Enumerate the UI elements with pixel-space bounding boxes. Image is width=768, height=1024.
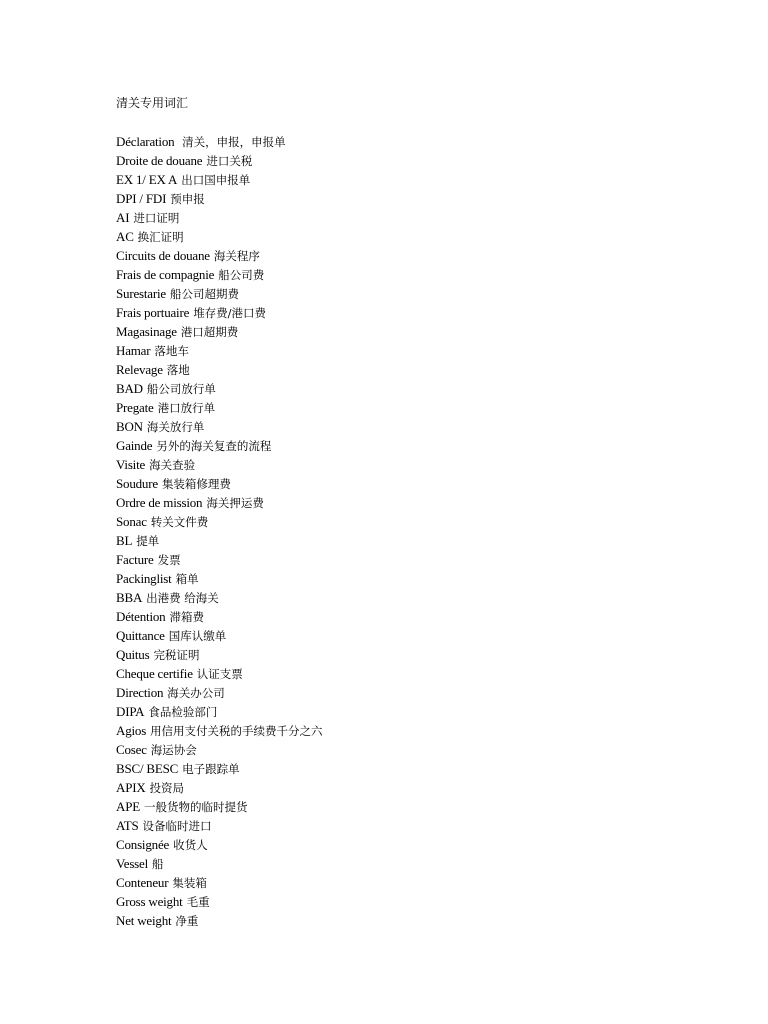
term-chinese: 转关文件费 xyxy=(150,515,209,529)
list-item xyxy=(116,265,323,284)
term-chinese: 箱单 xyxy=(175,572,199,586)
term-chinese: 滞箱费 xyxy=(169,610,204,624)
term-chinese: 清关，申报，申报单 xyxy=(178,135,286,149)
term-chinese: 换汇证明 xyxy=(137,230,184,244)
term-french: Surestarie xyxy=(116,286,166,301)
term-french: Agios xyxy=(116,723,147,738)
term-chinese: 食品检验部门 xyxy=(148,705,218,719)
term-chinese: 港口超期费 xyxy=(180,325,239,339)
list-item xyxy=(116,360,323,379)
list-item xyxy=(116,284,323,303)
term-chinese: 用信用支付关税的手续费千分之六 xyxy=(150,724,323,738)
list-item xyxy=(116,455,323,474)
term-french: APE xyxy=(116,799,140,814)
term-french: Hamar xyxy=(116,343,151,358)
term-chinese: 净重 xyxy=(175,914,199,928)
list-item xyxy=(116,246,323,265)
list-item xyxy=(116,341,323,360)
term-chinese: 提单 xyxy=(136,534,160,548)
term-chinese: 海运协会 xyxy=(150,743,197,757)
list-item xyxy=(116,170,323,189)
term-french: Gross weight xyxy=(116,894,183,909)
list-item xyxy=(116,531,323,550)
term-french: Direction xyxy=(116,685,164,700)
term-list xyxy=(116,132,323,930)
term-chinese: 海关办公司 xyxy=(167,686,225,700)
term-french: AI xyxy=(116,210,130,225)
term-french: Visite xyxy=(116,457,146,472)
term-french: BAD xyxy=(116,381,143,396)
list-item xyxy=(116,588,323,607)
term-chinese: 集装箱 xyxy=(172,876,207,890)
list-item xyxy=(116,911,323,930)
list-item xyxy=(116,664,323,683)
term-french: Déclaration xyxy=(116,134,175,149)
list-item xyxy=(116,778,323,797)
term-french: Gainde xyxy=(116,438,153,453)
term-french: Facture xyxy=(116,552,154,567)
term-french: BBA xyxy=(116,590,143,605)
term-chinese: 落地车 xyxy=(154,344,189,358)
term-french: Quittance xyxy=(116,628,165,643)
term-chinese: 一般货物的临时提货 xyxy=(143,800,248,814)
list-item xyxy=(116,645,323,664)
term-french: Soudure xyxy=(116,476,158,491)
term-french: Vessel xyxy=(116,856,149,871)
term-chinese: 出口国申报单 xyxy=(181,173,251,187)
term-chinese: 完税证明 xyxy=(153,648,200,662)
term-french: Packinglist xyxy=(116,571,172,586)
list-item xyxy=(116,854,323,873)
list-item xyxy=(116,721,323,740)
term-chinese: 堆存费/港口费 xyxy=(193,306,267,320)
term-chinese: 毛重 xyxy=(186,895,210,909)
term-french: DPI / FDI xyxy=(116,191,167,206)
list-item xyxy=(116,550,323,569)
term-french: Relevage xyxy=(116,362,163,377)
term-french: BON xyxy=(116,419,143,434)
term-french: Droite de douane xyxy=(116,153,203,168)
list-item xyxy=(116,303,323,322)
list-item xyxy=(116,569,323,588)
list-item xyxy=(116,797,323,816)
list-item xyxy=(116,493,323,512)
list-item xyxy=(116,626,323,645)
term-chinese: 海关程序 xyxy=(213,249,260,263)
term-french: APIX xyxy=(116,780,146,795)
term-chinese: 电子跟踪单 xyxy=(182,762,240,776)
list-item xyxy=(116,816,323,835)
term-french: Consignée xyxy=(116,837,170,852)
term-french: Détention xyxy=(116,609,166,624)
term-french: ATS xyxy=(116,818,139,833)
term-french: Circuits de douane xyxy=(116,248,210,263)
list-item xyxy=(116,512,323,531)
term-chinese: 发票 xyxy=(157,553,181,567)
list-item xyxy=(116,436,323,455)
term-chinese: 海关押运费 xyxy=(206,496,264,510)
term-chinese: 集装箱修理费 xyxy=(161,477,231,491)
list-item xyxy=(116,379,323,398)
term-chinese: 海关查验 xyxy=(149,458,196,472)
term-french: BL xyxy=(116,533,133,548)
list-item xyxy=(116,873,323,892)
term-chinese: 船公司放行单 xyxy=(146,382,216,396)
list-item xyxy=(116,759,323,778)
term-chinese: 认证支票 xyxy=(196,667,243,681)
term-chinese: 进口证明 xyxy=(133,211,180,225)
term-french: DIPA xyxy=(116,704,145,719)
term-chinese: 港口放行单 xyxy=(157,401,216,415)
term-chinese: 海关放行单 xyxy=(146,420,205,434)
list-item xyxy=(116,683,323,702)
list-item xyxy=(116,740,323,759)
term-chinese: 另外的海关复查的流程 xyxy=(156,439,272,453)
list-item xyxy=(116,132,323,151)
list-item xyxy=(116,702,323,721)
term-chinese: 船公司费 xyxy=(218,268,265,282)
list-item xyxy=(116,151,323,170)
term-chinese: 投资局 xyxy=(149,781,185,795)
list-item xyxy=(116,835,323,854)
term-chinese: 进口关税 xyxy=(206,154,253,168)
page-title: 清关专用词汇 xyxy=(116,96,189,110)
term-french: Quitus xyxy=(116,647,150,662)
list-item xyxy=(116,189,323,208)
term-french: Net weight xyxy=(116,913,172,928)
list-item xyxy=(116,227,323,246)
term-chinese: 船公司超期费 xyxy=(169,287,239,301)
term-french: Cosec xyxy=(116,742,147,757)
term-french: Pregate xyxy=(116,400,154,415)
term-chinese: 国库认缴单 xyxy=(168,629,227,643)
term-chinese: 出港费 给海关 xyxy=(146,591,219,605)
list-item xyxy=(116,417,323,436)
term-french: Sonac xyxy=(116,514,147,529)
term-french: Frais de compagnie xyxy=(116,267,215,282)
term-french: Cheque certifie xyxy=(116,666,193,681)
list-item xyxy=(116,208,323,227)
term-french: AC xyxy=(116,229,134,244)
list-item xyxy=(116,892,323,911)
term-french: Magasinage xyxy=(116,324,177,339)
term-french: Ordre de mission xyxy=(116,495,203,510)
term-chinese: 设备临时进口 xyxy=(142,819,212,833)
list-item xyxy=(116,607,323,626)
term-chinese: 船 xyxy=(152,857,164,871)
term-french: Conteneur xyxy=(116,875,169,890)
list-item xyxy=(116,322,323,341)
list-item xyxy=(116,474,323,493)
term-chinese: 预申报 xyxy=(170,192,205,206)
term-french: BSC/ BESC xyxy=(116,761,179,776)
list-item xyxy=(116,398,323,417)
term-chinese: 落地 xyxy=(166,363,190,377)
term-french: Frais portuaire xyxy=(116,305,190,320)
term-french: EX 1/ EX A xyxy=(116,172,178,187)
term-chinese: 收货人 xyxy=(173,838,208,852)
